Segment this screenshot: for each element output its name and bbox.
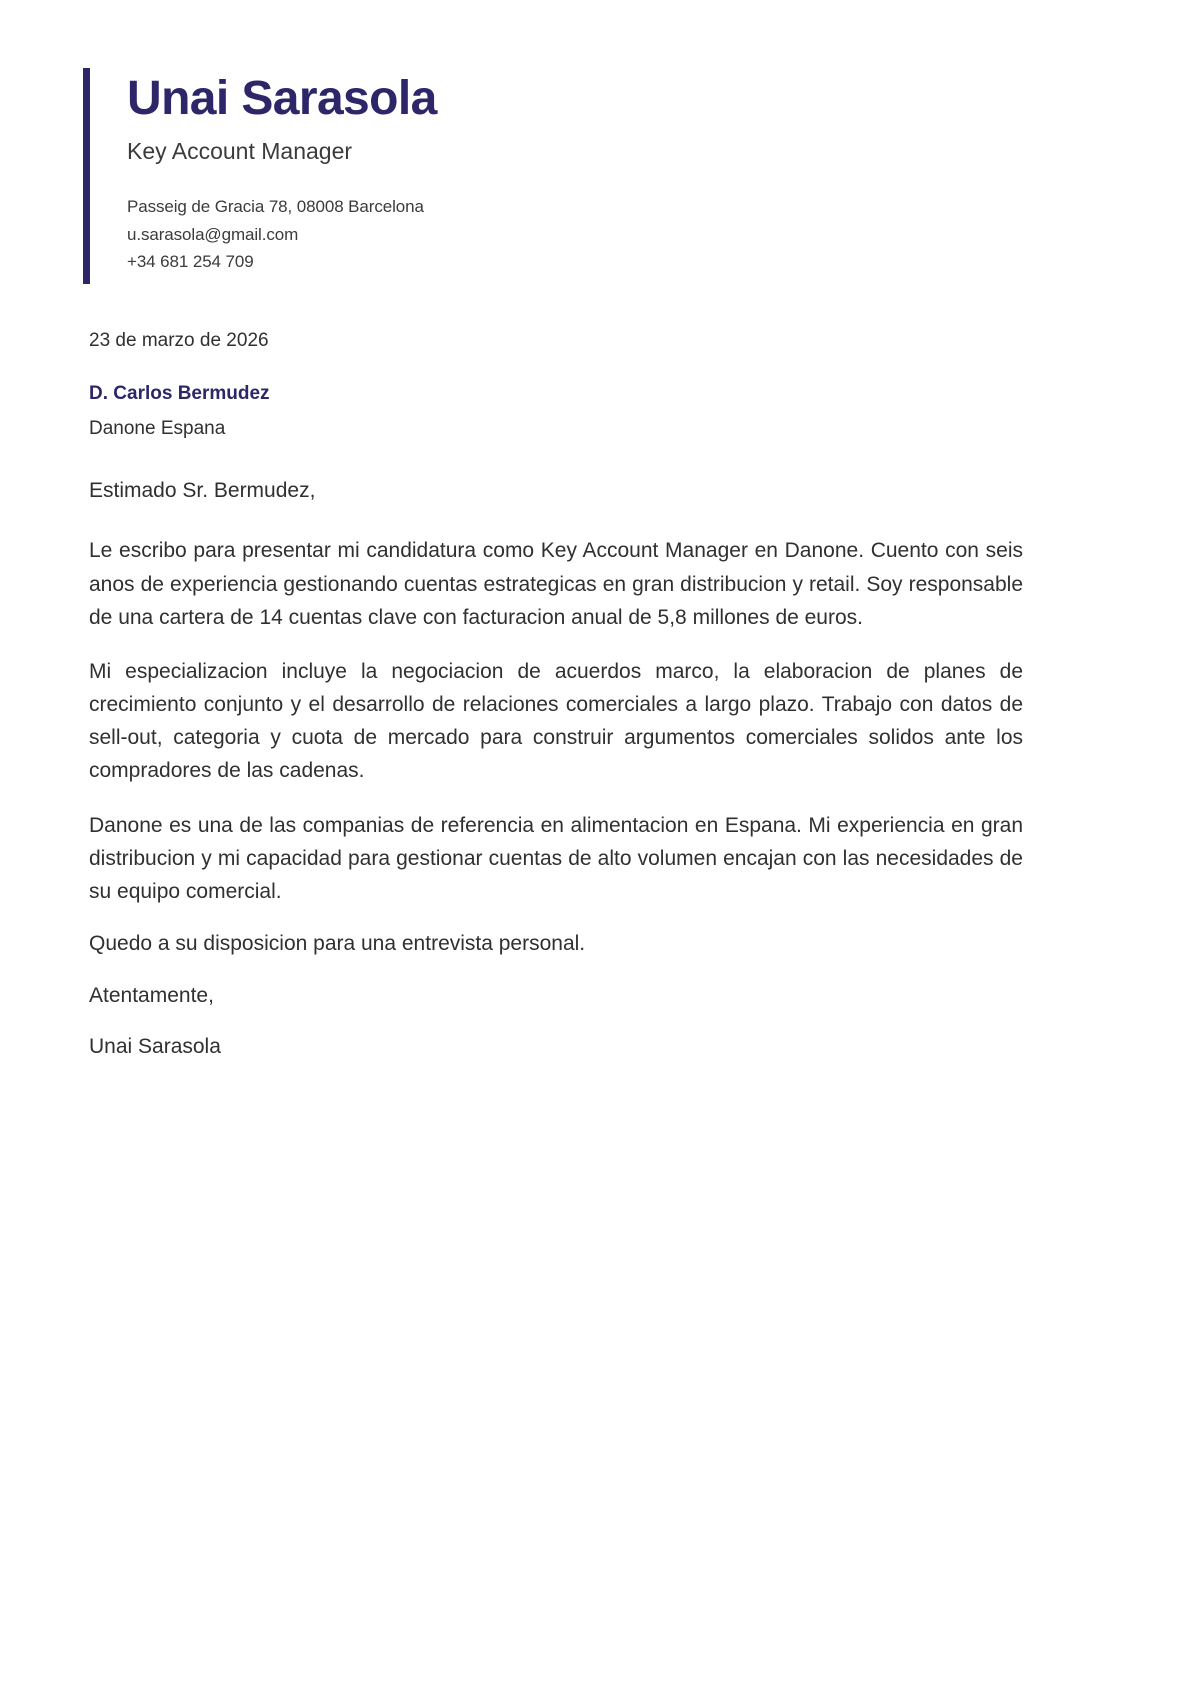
candidate-name: Unai Sarasola [127, 72, 437, 125]
contact-address: Passeig de Gracia 78, 08008 Barcelona [127, 196, 424, 216]
body-paragraph-3: Danone es una de las companias de referencia en alimentacion en Espana. Mi experiencia en gran distribucion y mi capacidad para gestionar cuentas de alto volumen encajan con las necesidades de su equipo comercial. [89, 813, 1023, 903]
recipient-name: D. Carlos Bermudez [89, 382, 270, 404]
body-paragraph-2: Mi especializacion incluye la negociacion de acuerdos marco, la elaboracion de planes de crecimiento conjunto y el desarrollo de relaciones comerciales a largo plazo. Trabajo con datos de sell-out, categoria y cuota de mercado para construir argumentos comerciales solidos ante los compradores de las cadenas. [89, 659, 1023, 783]
salutation: Estimado Sr. Bermudez, [89, 479, 316, 502]
letterhead [83, 68, 1023, 284]
accent-bar [83, 68, 90, 284]
body-paragraph-1: Le escribo para presentar mi candidatura como Key Account Manager en Danone. Cuento con seis anos de experiencia gestionando cuentas estrategicas en gran distribucion y retail. Soy responsable de una cartera de 14 cuentas clave con facturacion anual de 5,8 millones de euros. [89, 539, 1023, 629]
contact-email: u.sarasola@gmail.com [127, 224, 299, 244]
closing-salutation: Atentamente, [89, 983, 214, 1007]
signature-name: Unai Sarasola [89, 1035, 221, 1059]
letterhead-text [90, 68, 437, 284]
candidate-job-title: Key Account Manager [127, 138, 353, 165]
letter-meta [89, 330, 1029, 440]
body-paragraph-4: Quedo a su disposicion para una entrevista personal. [89, 932, 586, 956]
contact-phone: +34 681 254 709 [127, 252, 254, 272]
letter-date: 23 de marzo de 2026 [89, 330, 269, 351]
recipient-company: Danone Espana [89, 417, 226, 439]
letter-body [89, 476, 1023, 1062]
